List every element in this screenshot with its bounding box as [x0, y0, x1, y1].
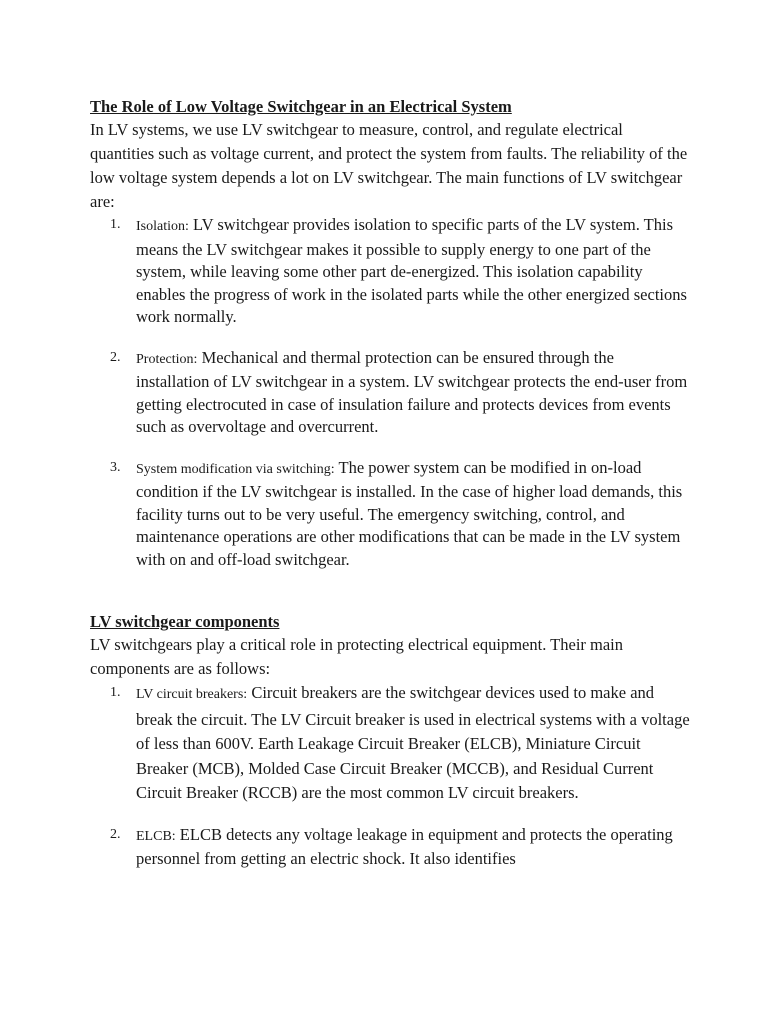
list-item-term: LV circuit breakers:: [136, 687, 248, 702]
list-item-number: 1.: [110, 217, 121, 232]
list-item-term: ELCB:: [136, 828, 176, 844]
list-item-text: ELCB detects any voltage leakage in equipment and protects the operating personnel from getting an electric shock. It also identifies: [136, 824, 673, 868]
list-item-number: 3.: [110, 459, 121, 475]
section-intro-paragraph: LV switchgears play a critical role in protecting electrical equipment. Their main components are as follows:: [90, 635, 624, 678]
list-item-elcb: [90, 824, 690, 871]
list-item-text: LV switchgear provides isolation to specific parts of the LV system. This means the LV switchgear makes it possible to supply energy to one part of the system, while leaving some other part de-energized. This isolation capability enables the progress of work in the isolated parts while the other energized sections work normally.: [136, 215, 687, 326]
list-item-number: 2.: [110, 349, 121, 365]
list-item-term: Isolation:: [136, 219, 189, 234]
components-list: [90, 681, 690, 871]
list-item-protection: [90, 347, 690, 439]
section-intro-paragraph: In LV systems, we use LV switchgear to measure, control, and regulate electrical quantities such as voltage current, and protect the system from faults. The reliability of the low voltage system depends a lot on LV switchgear. The main functions of LV switchgear are:: [90, 120, 688, 211]
list-item-text: Mechanical and thermal protection can be ensured through the installation of LV switchgear in a system. LV switchgear protects the end-user from getting electrocuted in case of insulation failure and protects devices from events such as overvoltage and overcurrent.: [136, 347, 688, 436]
list-item-isolation: [90, 214, 690, 329]
list-item-lv-circuit-breakers: [90, 681, 690, 806]
list-item-text: The power system can be modified in on-load condition if the LV switchgear is installed. In the case of higher load demands, this facility turns out to be very useful. The emergency switching, control, and maintenance operations are other modifications that can be made in the LV system with on and off-load switchgear.: [136, 457, 683, 569]
list-item-term: System modification via switching:: [136, 461, 335, 477]
section-heading-lv-switchgear-components: LV switchgear components: [90, 612, 280, 631]
list-item-term: Protection:: [136, 351, 198, 367]
list-item-number: 1.: [110, 685, 121, 700]
list-item-number: 2.: [110, 826, 121, 842]
list-item-system-modification: [90, 457, 690, 572]
section-heading-role-of-lv-switchgear: The Role of Low Voltage Switchgear in an Electrical System: [90, 97, 512, 116]
list-item-text: Circuit breakers are the switchgear devices used to make and break the circuit. The LV Circuit breaker is used in electrical systems with a voltage of less than 600V. Earth Leakage Circuit Breaker (ELCB), Miniature Circuit Breaker (MCB), Molded Case Circuit Breaker (MCCB), and Residual Current Circuit Breaker (RCCB) are the most common LV circuit breakers.: [136, 683, 690, 802]
document-page: [90, 96, 690, 871]
functions-list: [90, 214, 690, 571]
